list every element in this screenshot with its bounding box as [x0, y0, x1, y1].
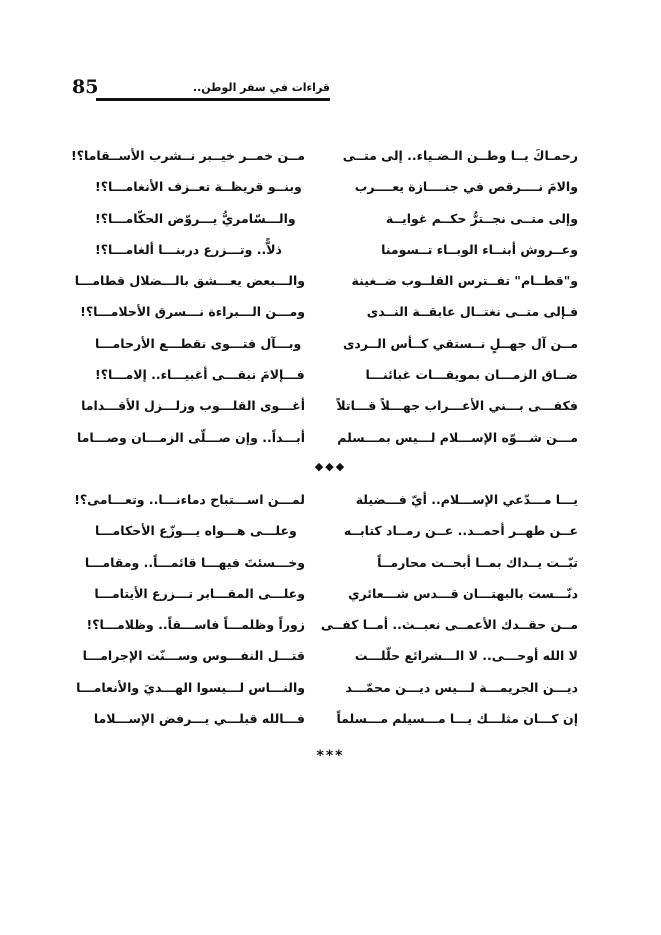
verse: [80, 302, 578, 333]
verse: [95, 240, 578, 271]
right-hemistich: مـــن شـــوّه الإســـلام لـــيس بمـــسلم: [337, 429, 578, 445]
left-hemistich: لمـــن اســـتباح دماءنـــا.. وتعـــامى؟!: [74, 492, 305, 507]
verse: [81, 396, 578, 427]
right-hemistich: وإلى متــى نجــترُّ حكــم غوايــة: [385, 210, 578, 226]
verse: [71, 146, 578, 177]
verse: [74, 490, 578, 521]
left-hemistich: فـــالله قبلـــي يـــرفض الإســـلاما: [93, 711, 305, 727]
verse: [76, 428, 578, 459]
left-hemistich: والـــبعض يعـــشق بالـــضلال قطامـــا: [74, 273, 305, 289]
verse: [95, 521, 578, 552]
right-hemistich: مــن حقــدك الأعمــى نعبــث.. أمــا كفــى: [320, 617, 578, 633]
left-hemistich: فـــإلامَ نبقـــى أغبيـــاء.. إلامـــا؟!: [95, 367, 305, 383]
right-hemistich: ديـــن الجريمـــة لـــيس ديـــن محمّـــد: [345, 679, 578, 695]
verse: [84, 553, 578, 584]
right-hemistich: دنّـــست بالبهتـــان قـــدس شـــعائري: [348, 585, 578, 601]
verse: [95, 334, 578, 365]
left-hemistich: وعلـــى هـــواه يـــوزّع الأحكامـــا: [95, 523, 297, 539]
running-title: قراءات في سفر الوطن..: [192, 81, 330, 94]
right-hemistich: عــن طهــر أحمــد.. عــن رمــاد كتابــه: [343, 523, 578, 539]
right-hemistich: تبّــت يــداك بمــا أبحــت محارمــاً: [377, 554, 578, 570]
left-hemistich: ذلاًّ.. وتـــزرع دربنـــا ألغامـــا؟!: [95, 241, 282, 257]
stanza-1: [71, 146, 578, 459]
page-header: [72, 74, 330, 104]
verse: [76, 678, 578, 709]
left-hemistich: ومـــن الـــبراءة نـــسرق الأحلامـــا؟!: [80, 304, 305, 320]
right-hemistich: مــن آل جهــلٍ نــستقي كــأس الــردى: [342, 335, 578, 351]
verse: [82, 646, 578, 677]
verse: [95, 209, 578, 240]
right-hemistich: و"قطــام" تفــترس القلــوب ضــغينة: [351, 273, 578, 289]
header-rule: [96, 98, 330, 101]
page-number: 85: [72, 76, 99, 98]
right-hemistich: فـإلى متــى نغتــال عابقــة النــدى: [366, 304, 578, 320]
right-hemistich: وعــروش أبنــاء الوبــاء تــسومنا: [381, 241, 578, 257]
verse: [86, 615, 578, 646]
left-hemistich: مــن خمــر خيــبر نــشرب الأســقاما؟!: [71, 148, 305, 163]
left-hemistich: وعلـــى المقـــابر تـــزرع الأيتامـــا: [94, 585, 305, 601]
right-hemistich: ضــاق الزمـــان بمويقـــات غبائنـــا: [365, 367, 578, 383]
left-hemistich: وخـــسئتَ فيهـــا قائمـــاً.. ومقامـــا: [84, 554, 305, 570]
stanza-2: [74, 490, 578, 740]
left-hemistich: أغـــوى القلـــوب وزلـــزل الأقـــداما: [81, 398, 305, 414]
verse: [95, 709, 578, 740]
right-hemistich: والامَ نــــرقص في جنــــازة يعــــرب: [354, 179, 578, 195]
left-hemistich: قتـــل النفـــوس وســـنّت الإجرامـــا: [82, 648, 305, 664]
asterisk-separator: ***: [316, 748, 345, 764]
right-hemistich: رحمـاكَ يــا وطــن الـضـياء.. إلى متــى: [342, 148, 578, 163]
diamond-separator: ◆◆◆: [314, 460, 347, 473]
right-hemistich: يـــا مـــدّعي الإســـلام.. أيّ فـــضيلة: [355, 492, 578, 507]
right-hemistich: إن كـــان مثلـــك يـــا مـــسيلم مـــسلماً: [336, 711, 578, 727]
left-hemistich: زوراً وظلمـــاً فاســـقاً.. وظلامـــا؟!: [86, 617, 305, 633]
verse: [95, 177, 578, 208]
left-hemistich: أبـــداً.. وإن صـــلّى الزمـــان وصـــاما: [76, 429, 305, 445]
verse: [95, 584, 578, 615]
right-hemistich: فكفـــى بـــني الأعـــراب جهـــلاً قـــاتلاً: [336, 398, 578, 414]
left-hemistich: وبنــو قريظــة تعــزف الأنغامـــا؟!: [95, 179, 302, 195]
left-hemistich: وبـــآل فتـــوى نقطـــع الأرحامـــا: [95, 335, 302, 351]
verse: [95, 365, 578, 396]
verse: [74, 271, 578, 302]
right-hemistich: لا الله أوحـــى.. لا الـــشرائع حلّلـــت: [354, 648, 578, 664]
left-hemistich: والـــسّامريُّ يـــروّض الحكّامـــا؟!: [95, 210, 296, 226]
left-hemistich: والنـــاس لـــيسوا الهـــديَ والأنعامـــا: [76, 679, 305, 695]
